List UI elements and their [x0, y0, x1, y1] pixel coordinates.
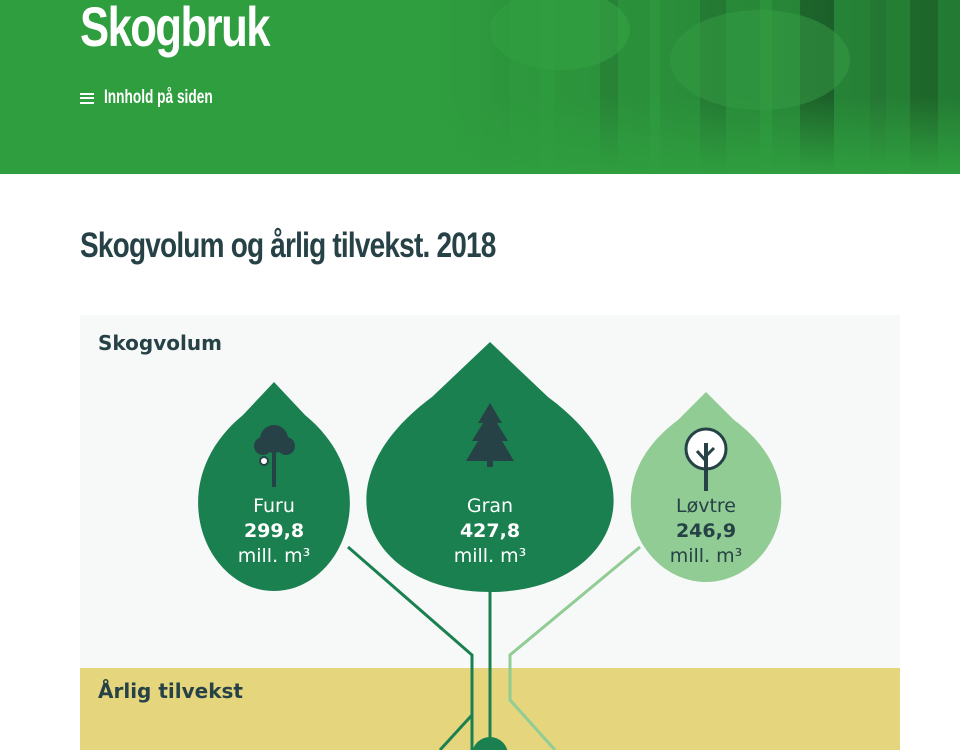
furu-unit: mill. m³	[237, 545, 311, 567]
table-of-contents-link[interactable]	[80, 86, 255, 110]
toc-label: Innhold på siden	[104, 87, 213, 108]
lovtre-unit: mill. m³	[669, 545, 743, 567]
menu-icon	[80, 93, 94, 104]
gran-name: Gran	[466, 495, 514, 517]
gran-growth-drop	[472, 737, 508, 750]
infographic	[80, 315, 900, 750]
section-title: Skogvolum og årlig tilvekst. 2018	[80, 226, 496, 265]
gran-unit: mill. m³	[453, 545, 527, 567]
growth-heading: Årlig tilvekst	[98, 679, 243, 703]
hero-banner	[0, 0, 960, 174]
volume-heading: Skogvolum	[98, 331, 222, 355]
furu-name: Furu	[253, 495, 295, 517]
gran-value: 427,8	[459, 520, 521, 542]
lovtre-value: 246,9	[675, 520, 737, 542]
page-title: Skogbruk	[80, 0, 269, 58]
furu-growth-connector	[440, 715, 472, 750]
lovtre-name: Løvtre	[676, 495, 736, 517]
furu-value: 299,8	[243, 520, 305, 542]
